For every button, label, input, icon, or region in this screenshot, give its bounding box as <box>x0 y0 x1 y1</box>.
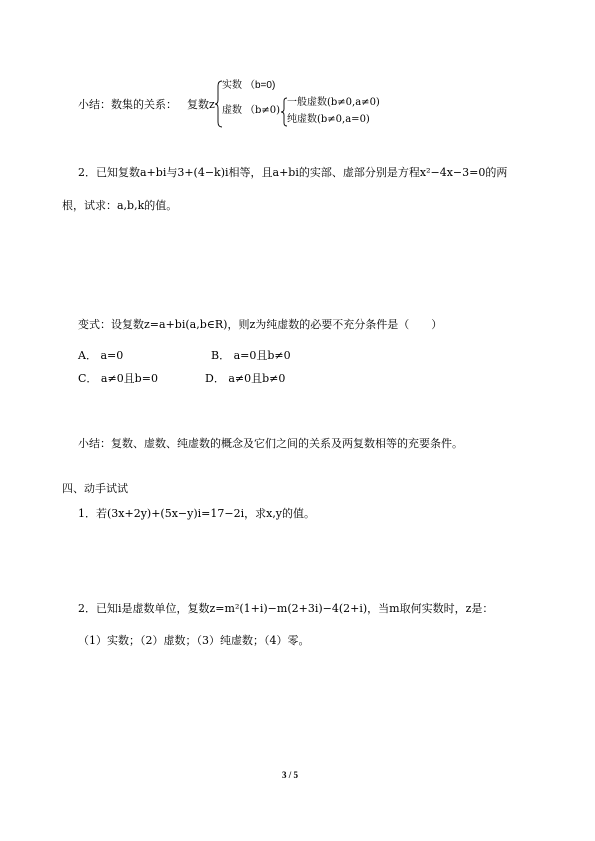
real-condition: （b=0) <box>245 80 276 91</box>
section4-q2-line1: 2．已知i是虚数单位，复数z=m²(1+i)−m(2+3i)−4(2+i)，当m取何实数时，z是： <box>78 602 494 615</box>
option-c: C． a≠0且b=0 <box>78 372 158 385</box>
variant-question: 变式：设复数z=a+bi(a,b∈R)，则z为纯虚数的必要不充分条件是（ ） <box>78 318 443 331</box>
imag-condition: （b≠0) <box>245 105 281 116</box>
summary-label: 小结：数集的关系： <box>78 98 177 111</box>
imag-label: 虚数 <box>222 105 242 116</box>
section4-q2-line2: （1）实数；（2）虚数；（3）纯虚数；（4）零。 <box>78 634 310 647</box>
section4-q1: 1．若(3x+2y)+(5x−y)i=17−2i，求x,y的值。 <box>78 507 316 520</box>
complex-label: 复数z <box>187 98 215 111</box>
summary2-text: 小结：复数、虚数、纯虚数的概念及它们之间的关系及两复数相等的充要条件。 <box>78 437 463 450</box>
option-b: B． a=0且b≠0 <box>211 349 291 362</box>
real-label: 实数 <box>222 80 242 91</box>
general-imag-label: 一般虚数(b≠0,a≠0) <box>287 97 380 108</box>
option-a: A． a=0 <box>78 349 124 362</box>
option-d: D． a≠0且b≠0 <box>205 372 286 385</box>
problem2-line2: 根，试求：a,b,k的值。 <box>62 199 178 212</box>
pure-imag-label: 纯虚数(b≠0,a=0) <box>287 114 370 125</box>
page-number: 3 / 5 <box>282 770 299 780</box>
problem2-line1: 2．已知复数a+bi与3+(4−k)i相等，且a+bi的实部、虚部分别是方程x²−4x−3=0的两 <box>78 166 508 179</box>
section4-heading: 四、动手试试 <box>62 482 128 495</box>
